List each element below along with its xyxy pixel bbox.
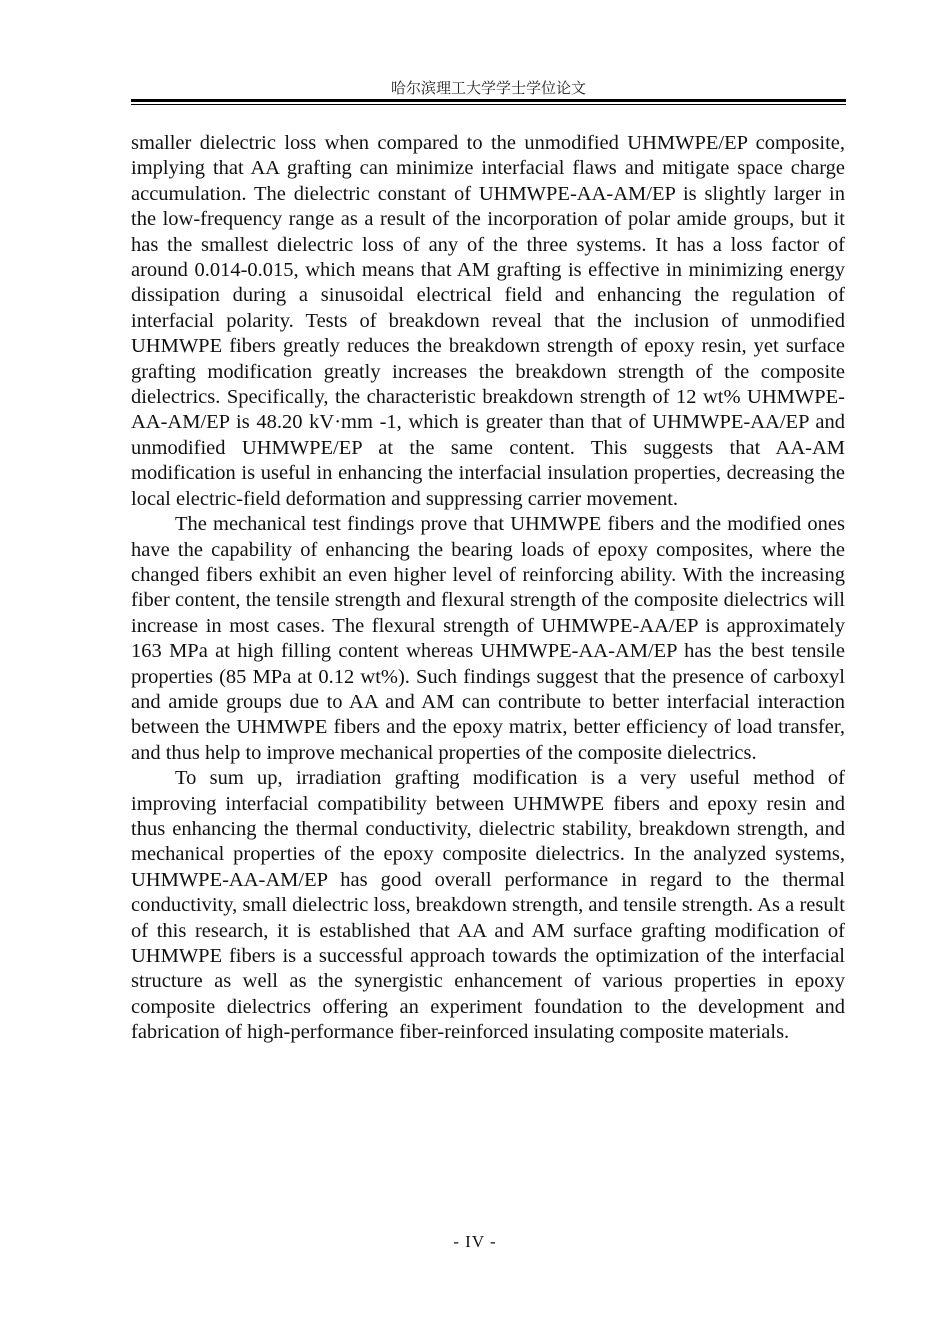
page-number: - IV - bbox=[453, 1232, 497, 1251]
running-header: 哈尔滨理工大学学士学位论文 bbox=[390, 79, 586, 97]
paragraph-continued: smaller dielectric loss when compared to the unmodified UHMWPE/EP composite, implying that AA grafting can minimize interfacial flaws and mitigate space charge accumulation. The dielectric constant of UHMWPE-AA-AM/EP is slightly larger in the low-frequency range as a result of the incorporation of polar amide groups, but it has the smallest dielectric loss of any of the three systems. It has a loss factor of around 0.014-0.015, which means that AM grafting is effective in minimizing energy dissipation during a sinusoidal electrical field and enhancing the regulation of interfacial polarity. Tests of breakdown reveal that the inclusion of unmodified UHMWPE fibers greatly reduces the breakdown strength of epoxy resin, yet surface grafting modification greatly increases the breakdown strength of the composite dielectrics. Specifically, the characteristic breakdown strength of 12 wt% UHMWPE-AA-AM/EP is 48.20 kV·mm -1, which is greater than that of UHMWPE-AA/EP and unmodified UHMWPE/EP at the same content. This suggests that AA-AM modification is useful in enhancing the interfacial insulation properties, decreasing the local electric-field deformation and suppressing carrier movement. bbox=[131, 132, 845, 510]
header-rule-thin bbox=[131, 104, 846, 105]
body-text bbox=[131, 131, 845, 1046]
header-rule-thick bbox=[131, 99, 846, 102]
paragraph-conclusion: To sum up, irradiation grafting modification is a very useful method of improving interfacial compatibility between UHMWPE fibers and epoxy resin and thus enhancing the thermal conductivity, dielectric stability, breakdown strength, and mechanical properties of the epoxy composite dielectrics. In the analyzed systems, UHMWPE-AA-AM/EP has good overall performance in regard to the thermal conductivity, small dielectric loss, breakdown strength, and tensile strength. As a result of this research, it is established that AA and AM surface grafting modification of UHMWPE fibers is a successful approach towards the optimization of the interfacial structure as well as the synergistic enhancement of various properties in epoxy composite dielectrics offering an experiment foundation to the development and fabrication of high-performance fiber-reinforced insulating composite materials. bbox=[131, 767, 845, 1044]
paragraph-mechanical: The mechanical test findings prove that UHMWPE fibers and the modified ones have the capability of enhancing the bearing loads of epoxy composites, where the changed fibers exhibit an even higher level of reinforcing ability. With the increasing fiber content, the tensile strength and flexural strength of the composite dielectrics will increase in most cases. The flexural strength of UHMWPE-AA/EP is approximately 163 MPa at high filling content whereas UHMWPE-AA-AM/EP has the best tensile properties (85 MPa at 0.12 wt%). Such findings suggest that the presence of carboxyl and amide groups due to AA and AM can contribute to better interfacial interaction between the UHMWPE fibers and the epoxy matrix, better efficiency of load transfer, and thus help to improve mechanical properties of the composite dielectrics. bbox=[131, 513, 845, 764]
